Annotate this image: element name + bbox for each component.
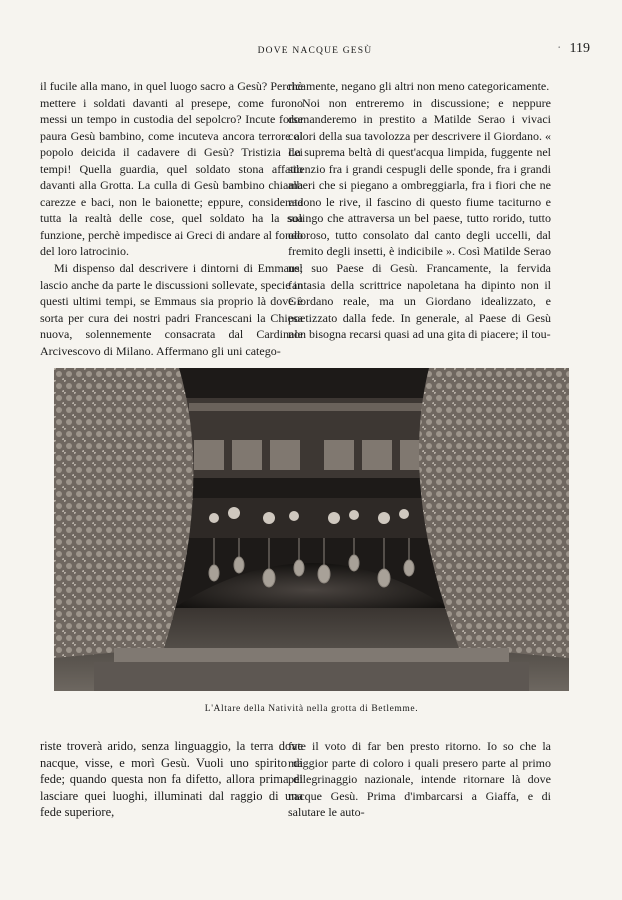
paragraph: il fucile alla mano, in quel luogo sacro a Gesù? Perchè mettere i soldati davanti al presepe, come furono messi un tempo in custodia del sepolcro? Incute forse paura Gesù bambino, come incuteva ancora terrore al popolo deicida il cadavere di Gesù? Tristizia dei tempi! Quella guardia, quel soldato stona affatto davanti alla Grotta. La culla di Gesù bambino chiama carezze e baci, non le baionette; eppure, considerata tutta la realtà delle cose, quel soldato ha la sua funzione, perchè impedisce ai Greci di andare al fondo del loro latrocinio.	[40, 79, 303, 259]
paragraph: fate il voto di far ben presto ritorno. Io so che la maggior parte di coloro i quali presero parte al primo pellegrinaggio nazionale, intende ritornare là dove nacque Gesù. Prima d'imbarcarsi a Giaffa, e di salutare le auto-	[288, 739, 551, 820]
paragraph: Mi dispenso dal descrivere i dintorni di Emmaus; lascio anche da parte le discussioni sollevate, specie in questi ultimi tempi, se Emmaus sia proprio là dove è sorta per cura dei nostri padri Francescani la Chiesa nuova, solennemente consacrata dal Cardinale Arcivescovo di Milano. Affermano gli uni catego-	[40, 261, 303, 358]
figure-caption: L'Altare della Natività nella grotta di Betlemme.	[204, 704, 419, 714]
right-column-bottom	[288, 738, 551, 821]
paragraph: Noi non entreremo in discussione; e neppure domanderemo in prestito a Matilde Serao i vivaci colori della sua tavolozza per descrivere il Giordano. « La suprema beltà di quest'acqua limpida, fuggente nel silenzio fra i grandi cespugli delle sponde, fra i grandi alberi che si piegano a ombreggiarla, fra i fiori che ne radono le rive, il fascino di questo fiume taciturno e solingo che attraversa un bel paese, tutto rorido, tutto odoroso, tutto consolato dal canto degli uccelli, dal fremito degli insetti, è indicibile ». Così Matilde Serao nel suo Paese di Gesù. Francamente, la fervida fantasia della scrittrice napoletana ha dipinto non il Giordano reale, ma un Giordano idealizzato, e poetizzato dalla fede. In generale, al Paese di Gesù non bisogna recarsi quasi ad una gita di piacere; il tou-	[288, 95, 551, 342]
page-header	[40, 40, 590, 60]
running-title: DOVE NACQUE GESÙ	[257, 46, 373, 56]
right-column-top	[288, 78, 551, 343]
paragraph: ricamente, negano gli altri non meno categoricamente.	[288, 79, 550, 93]
page-number: · 119	[557, 41, 590, 57]
paragraph: riste troverà arido, senza linguaggio, la terra dove nacque, visse, e morì Gesù. Vuoli uno spirito di fede; quando questa non fa difetto, allora prima di lasciare quei luoghi, illuminati dal raggio di una fede superiore,	[40, 739, 303, 820]
altar-of-nativity-photo	[54, 368, 569, 691]
photo-illustration	[54, 368, 569, 691]
left-column-bottom	[40, 738, 303, 821]
left-column-top	[40, 78, 303, 359]
